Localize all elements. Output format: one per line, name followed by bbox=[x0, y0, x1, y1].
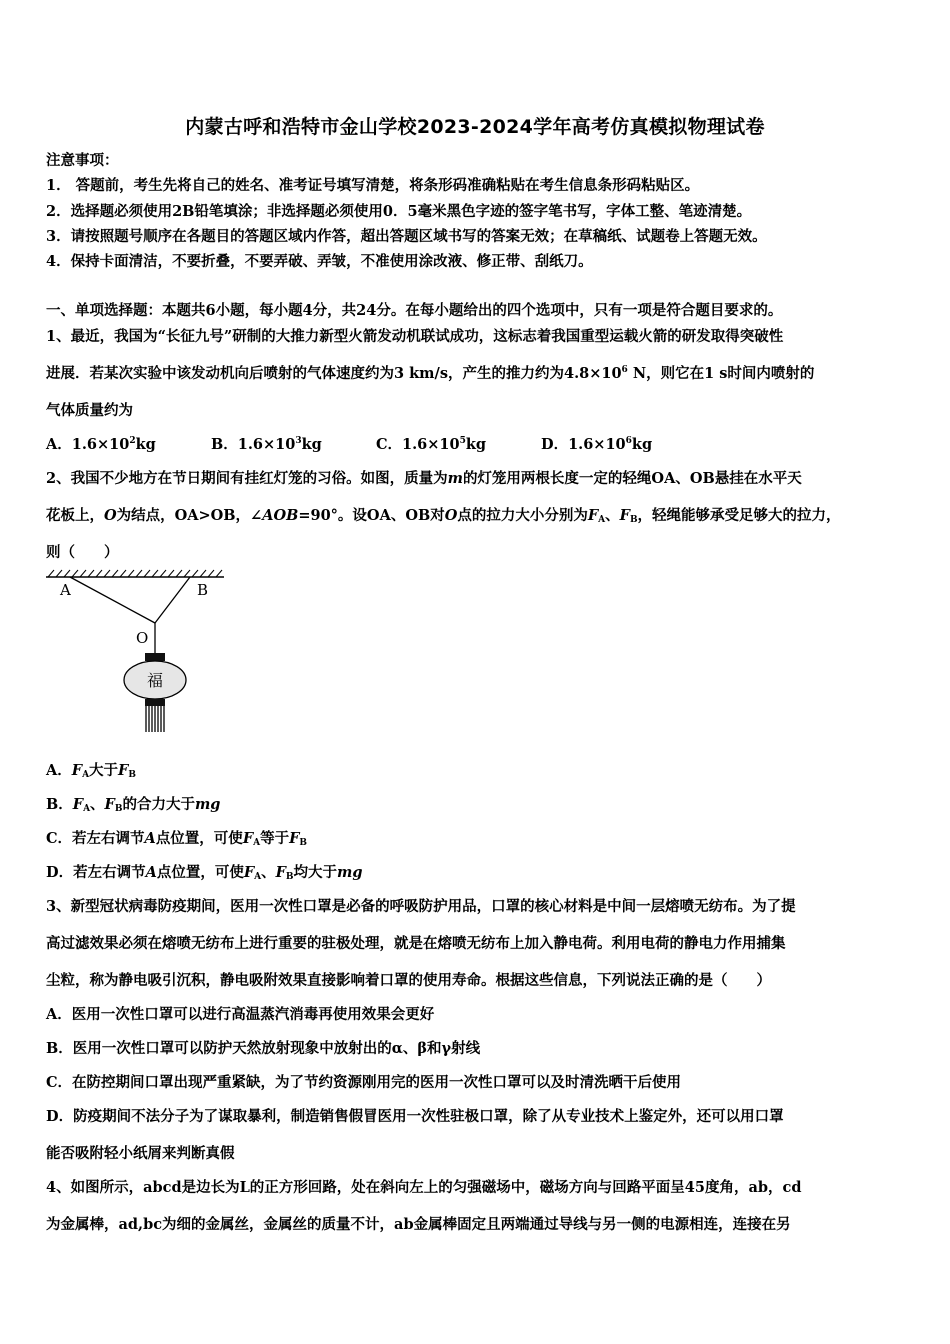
q2-option-d[interactable]: D．若左右调节A点位置，可使$F_A$、$F_B$均大于mg bbox=[46, 864, 363, 882]
q1-option-a[interactable]: A．$1.6\times 10^2kg$ bbox=[46, 436, 156, 453]
section-heading: 一、单项选择题：本题共6小题，每小题4分，共24分。在每小题给出的四个选项中，只有一项是符合题目要求的。 bbox=[46, 302, 783, 319]
lantern-base bbox=[145, 699, 165, 706]
q1-exponent: 6 bbox=[621, 365, 628, 375]
q3-option-a[interactable]: A．医用一次性口罩可以进行高温蒸汽消毒再使用效果会更好 bbox=[46, 1006, 435, 1023]
q2-option-b[interactable]: B．$F_A$、$F_B$的合力大于mg bbox=[46, 796, 221, 814]
q3-line-3: 尘粒，称为静电吸引沉积，静电吸附效果直接影响着口罩的使用寿命。根据这些信息，下列说法正确的是（ ） bbox=[46, 972, 771, 989]
q1-option-c[interactable]: C．$1.6\times 10^5kg$ bbox=[376, 436, 487, 453]
q4-line-1: 4、如图所示，abcd是边长为L的正方形回路，处在斜向左上的匀强磁场中，磁场方向与回路平面呈45度角，ab，cd bbox=[46, 1179, 802, 1196]
q3-option-c[interactable]: C．在防控期间口罩出现严重紧缺，为了节约资源刚用完的医用一次性口罩可以及时清洗晒干后使用 bbox=[46, 1074, 682, 1091]
q1-line-1: 1、最近，我国为“长征九号”研制的大推力新型火箭发动机联试成功，这标志着我国重型运载火箭的研发取得突破性 bbox=[46, 328, 784, 345]
q1-text: 进展．若某次实验中该发动机向后喷射的气体速度约为3 km/s，产生的推力约为4.8×10 bbox=[46, 365, 622, 382]
q3-option-b[interactable]: B．医用一次性口罩可以防护天然放射现象中放射出的α、β和γ射线 bbox=[46, 1040, 481, 1057]
q1-line-2 bbox=[46, 365, 814, 383]
q1-line-3: 气体质量约为 bbox=[46, 402, 133, 419]
label-o: O bbox=[136, 629, 149, 647]
q2-option-c[interactable]: C．若左右调节A点位置，可使$F_A$等于$F_B$ bbox=[46, 830, 307, 848]
lantern-character: 福 bbox=[146, 671, 164, 690]
notice-item-4: 4．保持卡面清洁，不要折叠，不要弄破、弄皱，不准使用涂改液、修正带、刮纸刀。 bbox=[46, 253, 593, 270]
rope-oa bbox=[70, 577, 155, 623]
lantern-figure bbox=[40, 565, 230, 735]
q3-option-d-cont: 能否吸附轻小纸屑来判断真假 bbox=[46, 1145, 235, 1162]
notice-item-2: 2．选择题必须使用2B铅笔填涂；非选择题必须使用0．5毫米黑色字迹的签字笔书写，字体工整、笔迹清楚。 bbox=[46, 203, 752, 220]
exam-title: 内蒙古呼和浩特市金山学校2023-2024学年高考仿真模拟物理试卷 bbox=[185, 116, 765, 138]
q1-options bbox=[46, 436, 652, 454]
label-b: B bbox=[197, 581, 209, 599]
q2-line-1: 2、我国不少地方在节日期间有挂红灯笼的习俗。如图，质量为m的灯笼用两根长度一定的轻绳OA、OB悬挂在水平天 bbox=[46, 470, 802, 487]
q2-option-a[interactable]: A．$F_A$大于$F_B$ bbox=[46, 762, 136, 780]
lantern-tassel bbox=[146, 706, 164, 732]
q1-text-cont: N，则它在1 s时间内喷射的 bbox=[627, 365, 815, 382]
q1-option-b[interactable]: B．$1.6\times 10^3kg$ bbox=[211, 436, 322, 453]
label-a: A bbox=[60, 581, 71, 599]
q3-line-1: 3、新型冠状病毒防疫期间，医用一次性口罩是必备的呼吸防护用品，口罩的核心材料是中间一层熔喷无纺布。为了提 bbox=[46, 898, 796, 915]
q3-line-2: 高过滤效果必须在熔喷无纺布上进行重要的驻极处理，就是在熔喷无纺布上加入静电荷。利用电荷的静电力作用捕集 bbox=[46, 935, 786, 952]
lantern-cap bbox=[145, 653, 165, 661]
q4-line-2: 为金属棒，ad,bc为细的金属丝，金属丝的质量不计，ab金属棒固定且两端通过导线与另一侧的电源相连，连接在另 bbox=[46, 1216, 791, 1233]
notice-heading: 注意事项： bbox=[46, 152, 119, 169]
q2-line-3: 则（ ） bbox=[46, 544, 119, 561]
ceiling-hatch bbox=[48, 570, 222, 577]
q3-option-d[interactable]: D．防疫期间不法分子为了谋取暴利，制造销售假冒医用一次性驻极口罩，除了从专业技术上鉴定外，还可以用口罩 bbox=[46, 1108, 784, 1125]
notice-item-3: 3．请按照题号顺序在各题目的答题区域内作答，超出答题区域书写的答案无效；在草稿纸、试题卷上答题无效。 bbox=[46, 228, 767, 245]
notice-item-1: 1． 答题前，考生先将自己的姓名、准考证号填写清楚，将条形码准确粘贴在考生信息条形码粘贴区。 bbox=[46, 177, 700, 194]
q2-line-2: 花板上，O为结点，OA>OB，∠AOB=90°。设OA、OB对O点的拉力大小分别为$F_A$、$F_B$，轻绳能够承受足够大的拉力， bbox=[46, 507, 841, 525]
q1-option-d[interactable]: D．$1.6\times 10^6kg$ bbox=[541, 436, 653, 453]
rope-ob bbox=[155, 577, 190, 623]
